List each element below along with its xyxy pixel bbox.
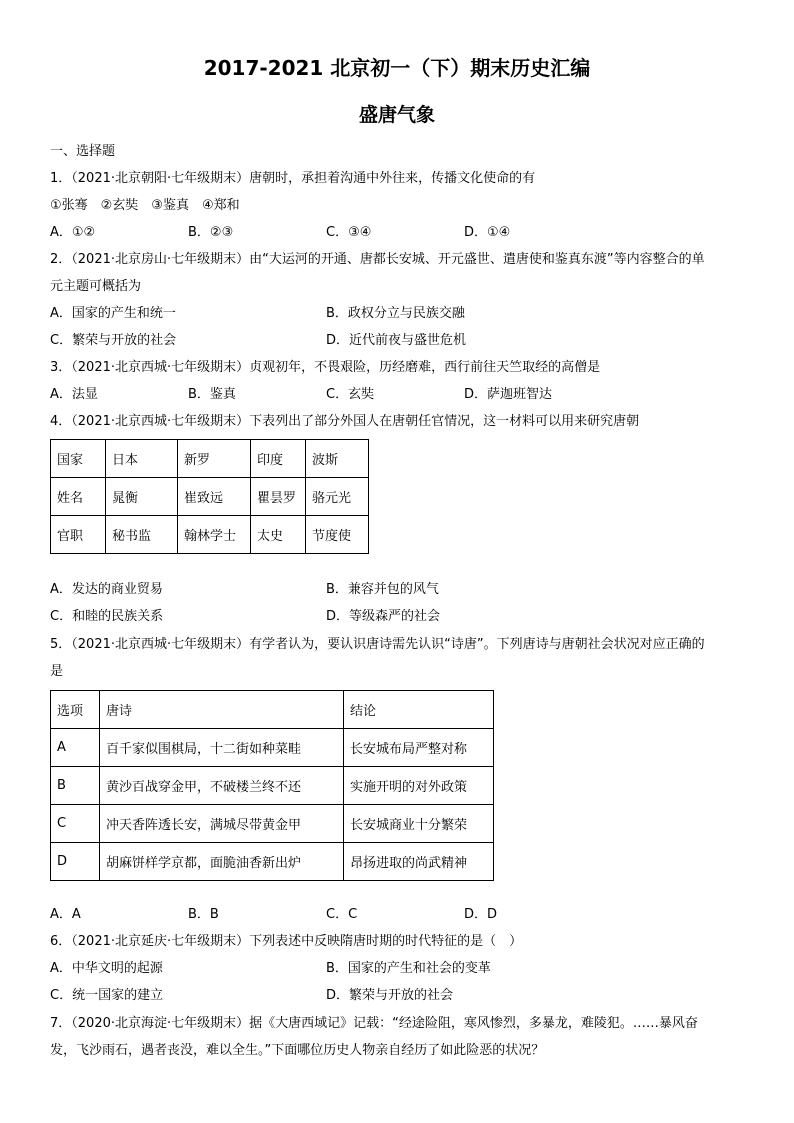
q5-cell: 昂扬进取的尚武精神 [344, 843, 494, 881]
q3-option-a: A．法显 [50, 387, 98, 402]
q1-option-c: C．③④ [326, 225, 372, 240]
q4-cell: 秘书监 [106, 516, 178, 554]
q4-cell: 印度 [251, 440, 306, 478]
q1-stem: 1．（2021·北京朝阳·七年级期末）唐朝时，承担着沟通中外往来，传播文化使命的有 [50, 171, 536, 186]
q2-option-c: C．繁荣与开放的社会 [50, 333, 177, 348]
q6-option-d: D．繁荣与开放的社会 [326, 988, 454, 1003]
q5-option-a: A．A [50, 907, 81, 922]
q1-option-a: A．①② [50, 225, 96, 240]
q4-cell: 太史 [251, 516, 306, 554]
q4-option-d: D．等级森严的社会 [326, 609, 441, 624]
q2-option-a: A．国家的产生和统一 [50, 306, 176, 321]
q1-items: ①张骞 ②玄奘 ③鉴真 ④郑和 [50, 198, 240, 213]
q5-cell: 实施开明的对外政策 [344, 767, 494, 805]
q4-cell: 节度使 [306, 516, 369, 554]
q6-stem: 6．（2021·北京延庆·七年级期末）下列表述中反映隋唐时期的时代特征的是（ ） [50, 934, 523, 949]
q4-cell: 官职 [51, 516, 106, 554]
q1-option-d: D．①④ [464, 225, 511, 240]
q4-option-a: A．发达的商业贸易 [50, 582, 163, 597]
q5-cell: 唐诗 [100, 691, 344, 729]
q5-cell: 选项 [51, 691, 100, 729]
q5-cell: 黄沙百战穿金甲，不破楼兰终不还 [100, 767, 344, 805]
q4-cell: 日本 [106, 440, 178, 478]
q4-cell: 瞿昙罗 [251, 478, 306, 516]
q5-cell: 长安城商业十分繁荣 [344, 805, 494, 843]
q2-option-d: D．近代前夜与盛世危机 [326, 333, 467, 348]
q5-cell: C [51, 805, 100, 843]
document-subtitle: 盛唐气象 [358, 104, 435, 126]
q7-stem-line2: 发，飞沙雨石，遇者丧没，难以全生。”下面哪位历史人物亲自经历了如此险恶的状况？ [50, 1043, 545, 1058]
q4-cell: 国家 [51, 440, 106, 478]
q6-option-c: C．统一国家的建立 [50, 988, 164, 1003]
q4-cell: 波斯 [306, 440, 369, 478]
q4-stem: 4．（2021·北京西城·七年级期末）下表列出了部分外国人在唐朝任官情况，这一材料可以用来研究唐朝 [50, 414, 640, 429]
q5-cell: A [51, 729, 100, 767]
q3-option-c: C．玄奘 [326, 387, 375, 402]
q4-cell: 崔致远 [178, 478, 251, 516]
q5-stem-line2: 是 [50, 664, 64, 679]
q4-table [50, 439, 369, 554]
q5-cell: 长安城布局严整对称 [344, 729, 494, 767]
q7-stem-line1: 7．（2020·北京海淀·七年级期末）据《大唐西域记》记载：“经途险阻，寒风惨烈，多暴龙，难陵犯。……暴风奋 [50, 1016, 698, 1031]
q2-option-b: B．政权分立与民族交融 [326, 306, 465, 321]
q3-stem: 3．（2021·北京西城·七年级期末）贞观初年，不畏艰险，历经磨难，西行前往天竺取经的高僧是 [50, 360, 601, 375]
q4-cell: 骆元光 [306, 478, 369, 516]
q5-cell: 百千家似围棋局，十二街如种菜畦 [100, 729, 344, 767]
q5-option-b: B．B [188, 907, 219, 922]
q2-stem-line1: 2．（2021·北京房山·七年级期末）由“大运河的开通、唐都长安城、开元盛世、遣唐使和鉴真东渡”等内容整合的单 [50, 252, 705, 267]
q6-option-a: A．中华文明的起源 [50, 961, 163, 976]
q3-option-d: D．萨迦班智达 [464, 387, 553, 402]
section-heading: 一、选择题 [50, 144, 116, 159]
q5-cell: 胡麻饼样学京都，面脆油香新出炉 [100, 843, 344, 881]
q5-stem-line1: 5．（2021·北京西城·七年级期末）有学者认为，要认识唐诗需先认识“诗唐”。下列唐诗与唐朝社会状况对应正确的 [50, 637, 705, 652]
q5-table [50, 690, 494, 881]
q5-cell: 冲天香阵透长安，满城尽带黄金甲 [100, 805, 344, 843]
q5-cell: 结论 [344, 691, 494, 729]
q5-cell: D [51, 843, 100, 881]
q4-cell: 翰林学士 [178, 516, 251, 554]
q5-option-c: C．C [326, 907, 358, 922]
q4-option-b: B．兼容并包的风气 [326, 582, 439, 597]
q5-option-d: D．D [464, 907, 498, 922]
q2-stem-line2: 元主题可概括为 [50, 279, 142, 294]
document-title: 2017-2021 北京初一（下）期末历史汇编 [203, 56, 591, 80]
q4-option-c: C．和睦的民族关系 [50, 609, 164, 624]
q5-cell: B [51, 767, 100, 805]
q1-option-b: B．②③ [188, 225, 234, 240]
q4-cell: 姓名 [51, 478, 106, 516]
q3-option-b: B．鉴真 [188, 387, 236, 402]
q6-option-b: B．国家的产生和社会的变革 [326, 961, 491, 976]
q4-cell: 新罗 [178, 440, 251, 478]
q4-cell: 晁衡 [106, 478, 178, 516]
